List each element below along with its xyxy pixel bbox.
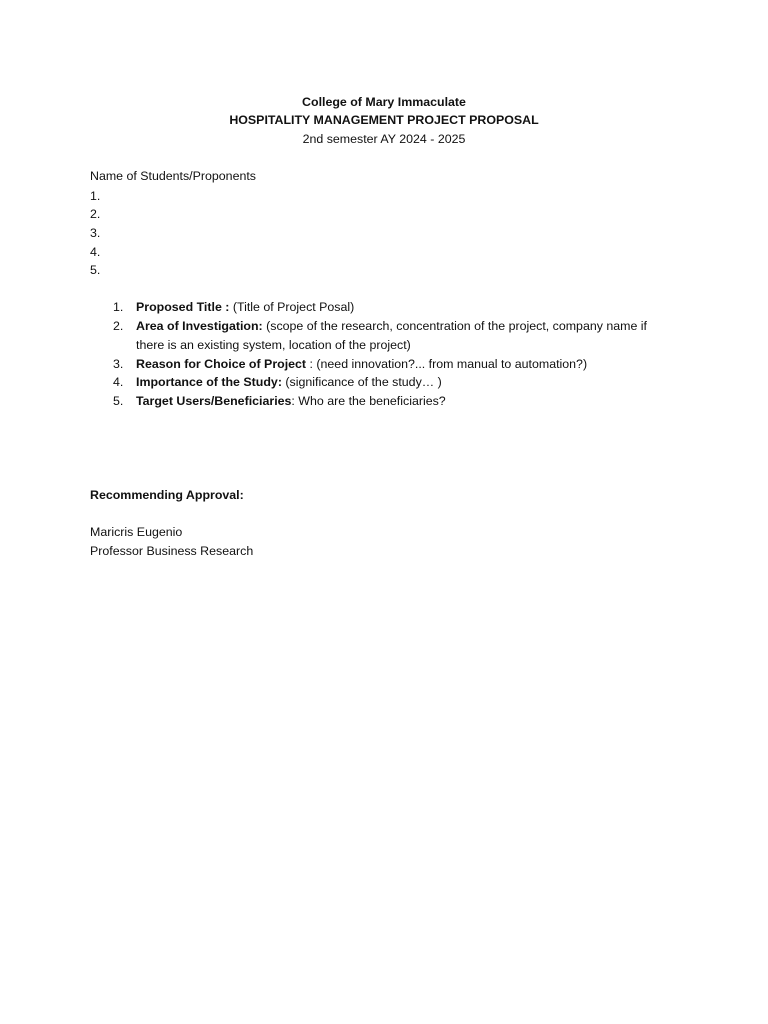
item-description: (scope of the research, concentration of the project, company name if bbox=[262, 319, 648, 333]
item-label: Importance of the Study: bbox=[136, 375, 282, 389]
item-label: Reason for Choice of Project bbox=[136, 357, 307, 371]
list-item bbox=[136, 373, 442, 391]
list-item bbox=[136, 298, 354, 316]
item-label: Area of Investigation: bbox=[136, 319, 263, 333]
approver-position: Professor Business Research bbox=[90, 544, 254, 558]
academic-term: 2nd semester AY 2024 - 2025 bbox=[302, 132, 466, 146]
item-label: Target Users/Beneficiaries bbox=[136, 394, 292, 408]
student-slot-4: 4. bbox=[90, 245, 101, 259]
list-item-number: 3. bbox=[113, 357, 124, 371]
list-item-number: 2. bbox=[113, 319, 124, 333]
students-label: Name of Students/Proponents bbox=[90, 169, 256, 183]
list-item bbox=[136, 355, 587, 373]
document-title: HOSPITALITY MANAGEMENT PROJECT PROPOSAL bbox=[229, 113, 539, 127]
item-description: (significance of the study… ) bbox=[281, 375, 442, 389]
approval-heading: Recommending Approval: bbox=[90, 488, 244, 502]
list-item-number: 1. bbox=[113, 300, 124, 314]
student-slot-3: 3. bbox=[90, 226, 101, 240]
list-item bbox=[136, 392, 446, 410]
student-slot-2: 2. bbox=[90, 207, 101, 221]
item-description: (Title of Project Posal) bbox=[229, 300, 355, 314]
list-item-number: 4. bbox=[113, 375, 124, 389]
item-label: Proposed Title : bbox=[136, 300, 230, 314]
list-item-number: 5. bbox=[113, 394, 124, 408]
item-description: : (need innovation?... from manual to automation?) bbox=[306, 357, 588, 371]
student-slot-5: 5. bbox=[90, 263, 101, 277]
school-name: College of Mary Immaculate bbox=[302, 95, 466, 109]
list-item bbox=[136, 317, 647, 335]
item-description: : Who are the beneficiaries? bbox=[291, 394, 446, 408]
item-description-continuation: there is an existing system, location of the project) bbox=[136, 338, 411, 352]
approver-name: Maricris Eugenio bbox=[90, 525, 183, 539]
student-slot-1: 1. bbox=[90, 189, 101, 203]
